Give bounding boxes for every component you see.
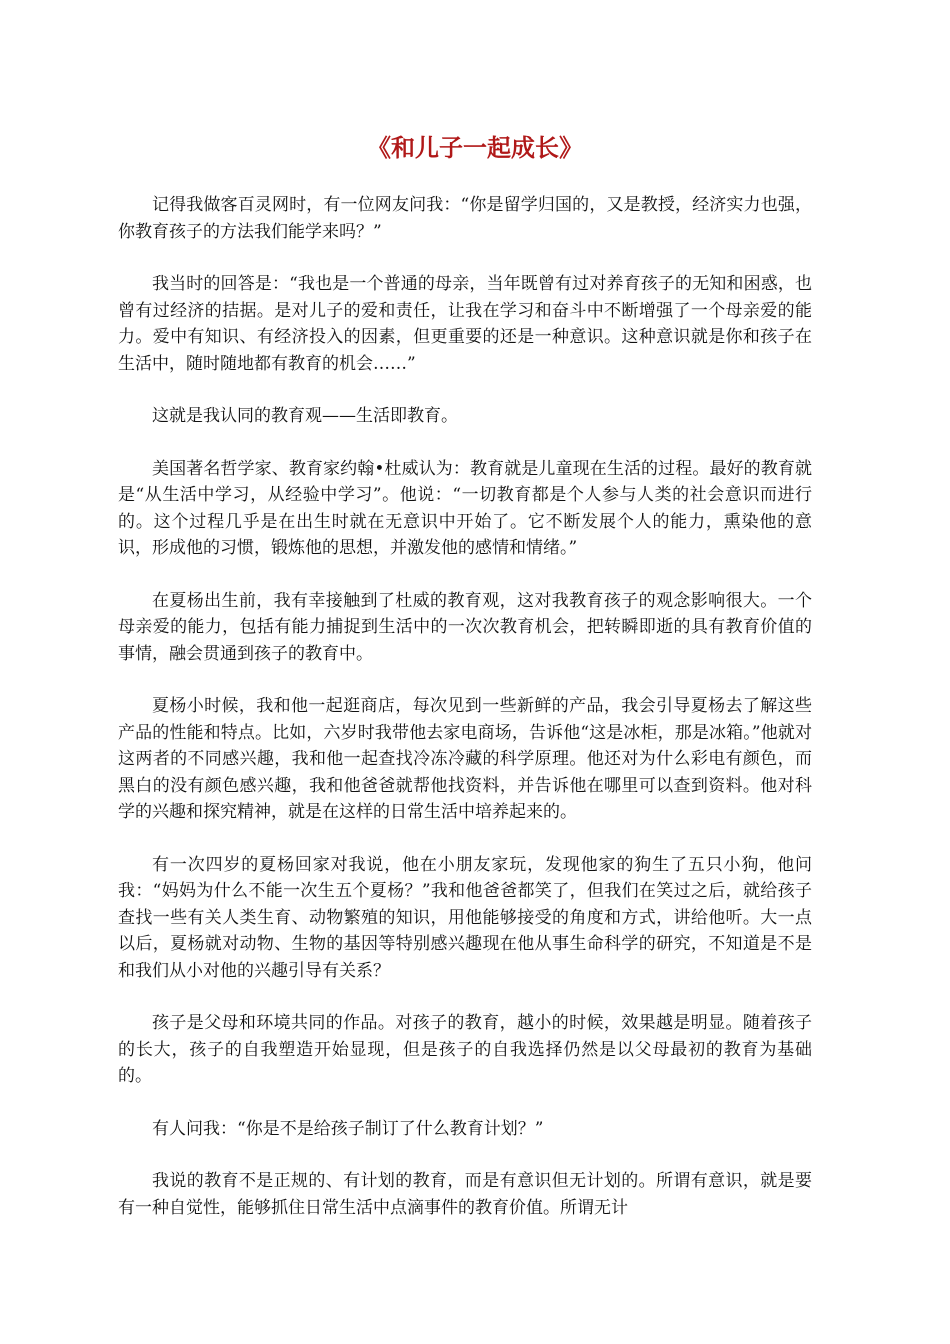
document-body: [118, 192, 812, 1247]
paragraph-6: 夏杨小时候，我和他一起逛商店，每次见到一些新鲜的产品，我会引导夏杨去了解这些产品的性能和特点。比如，六岁时我带他去家电商场，告诉他“这是冰柜，那是冰箱。”他就对这两者的不同感兴趣，我和他一起查找冷冻冷藏的科学原理。他还对为什么彩电有颜色，而黑白的没有颜色感兴趣，我和他爸爸就帮他找资料，并告诉他在哪里可以查到资料。他对科学的兴趣和探究精神，就是在这样的日常生活中培养起来的。: [118, 696, 812, 822]
paragraph-4: 美国著名哲学家、教育家约翰•杜威认为：教育就是儿童现在生活的过程。最好的教育就是“从生活中学习，从经验中学习”。他说：“一切教育都是个人参与人类的社会意识而进行的。这个过程几乎是在出生时就在无意识中开始了。它不断发展个人的能力，熏染他的意识，形成他的习惯，锻炼他的思想，并激发他的感情和情绪。”: [118, 458, 812, 558]
paragraph-1: 记得我做客百灵网时，有一位网友问我：“你是留学归国的，又是教授，经济实力也强，你教育孩子的方法我们能学来吗？”: [118, 195, 812, 242]
document-title: 《和儿子一起成长》: [367, 133, 583, 162]
paragraph-8: 孩子是父母和环境共同的作品。对孩子的教育，越小的时候，效果越是明显。随着孩子的长大，孩子的自我塑造开始显现，但是孩子的自我选择仍然是以父母最初的教育为基础的。: [118, 1013, 812, 1086]
paragraph-3: 这就是我认同的教育观——生活即教育。: [152, 406, 458, 426]
paragraph-7: 有一次四岁的夏杨回家对我说，他在小朋友家玩，发现他家的狗生了五只小狗，他问我：“妈妈为什么不能一次生五个夏杨？”我和他爸爸都笑了，但我们在笑过之后，就给孩子查找一些有关人类生育、动物繁殖的知识，用他能够接受的角度和方式，讲给他听。大一点以后，夏杨就对动物、生物的基因等特别感兴趣现在他从事生命科学的研究，不知道是不是和我们从小对他的兴趣引导有关系？: [118, 854, 812, 981]
paragraph-2: 我当时的回答是：“我也是一个普通的母亲，当年既曾有过对养育孩子的无知和困惑，也曾有过经济的拮据。是对儿子的爱和责任，让我在学习和奋斗中不断增强了一个母亲爱的能力。爱中有知识、有经济投入的因素，但更重要的还是一种意识。这种意识就是你和孩子在生活中，随时随地都有教育的机会……”: [118, 274, 812, 374]
paragraph-5: 在夏杨出生前，我有幸接触到了杜威的教育观，这对我教育孩子的观念影响很大。一个母亲爱的能力，包括有能力捕捉到生活中的一次次教育机会，把转瞬即逝的具有教育价值的事情，融会贯通到孩子的教育中。: [118, 590, 812, 664]
paragraph-10: 我说的教育不是正规的、有计划的教育，而是有意识但无计划的。所谓有意识，就是要有一种自觉性，能够抓住日常生活中点滴事件的教育价值。所谓无计: [118, 1171, 812, 1218]
paragraph-9: 有人问我：“你是不是给孩子制订了什么教育计划？”: [152, 1118, 544, 1139]
